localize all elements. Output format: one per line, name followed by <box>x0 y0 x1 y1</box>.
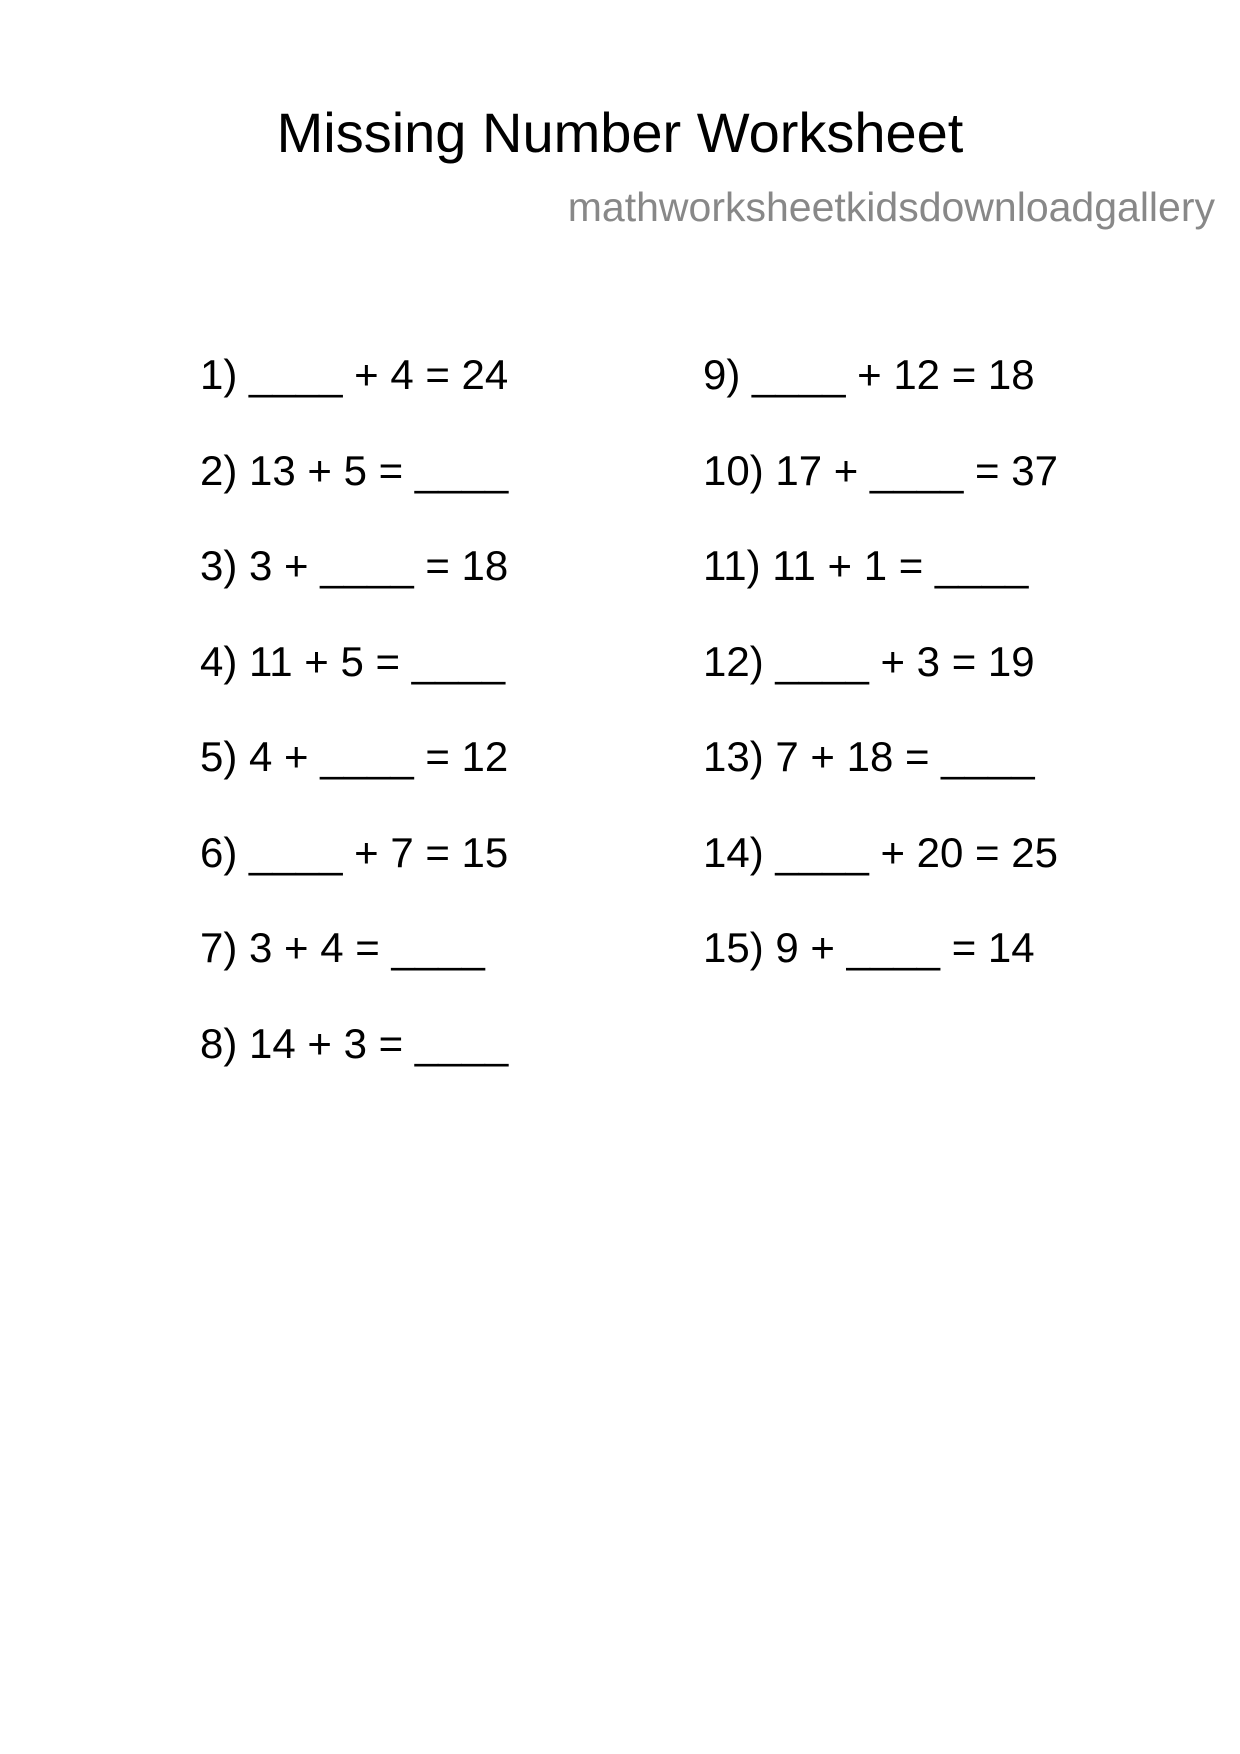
problem-item: 13) 7 + 18 = ____ <box>703 733 1035 780</box>
problem-item: 9) ____ + 12 = 18 <box>703 351 1035 398</box>
problem-item: 1) ____ + 4 = 24 <box>200 351 509 398</box>
problem-item: 3) 3 + ____ = 18 <box>200 542 509 589</box>
problem-item: 6) ____ + 7 = 15 <box>200 828 509 876</box>
problem-item: 7) 3 + 4 = ____ <box>200 924 485 971</box>
problem-item: 12) ____ + 3 = 19 <box>703 637 1035 685</box>
problem-item: 11) 11 + 1 = ____ <box>703 542 1029 589</box>
problem-item: 10) 17 + ____ = 37 <box>703 446 1058 494</box>
problem-item: 5) 4 + ____ = 12 <box>200 733 509 780</box>
source-watermark: mathworksheetkidsdownloadgallery <box>567 184 1215 230</box>
problem-list-right <box>703 350 1058 1019</box>
problem-item: 14) ____ + 20 = 25 <box>703 828 1058 876</box>
problem-item: 4) 11 + 5 = ____ <box>200 637 506 685</box>
worksheet-title: Missing Number Worksheet <box>276 101 964 164</box>
problem-item: 8) 14 + 3 = ____ <box>200 1019 509 1067</box>
problem-item: 2) 13 + 5 = ____ <box>200 446 509 494</box>
problem-list-left <box>200 350 508 1114</box>
problem-item: 15) 9 + ____ = 14 <box>703 924 1035 971</box>
